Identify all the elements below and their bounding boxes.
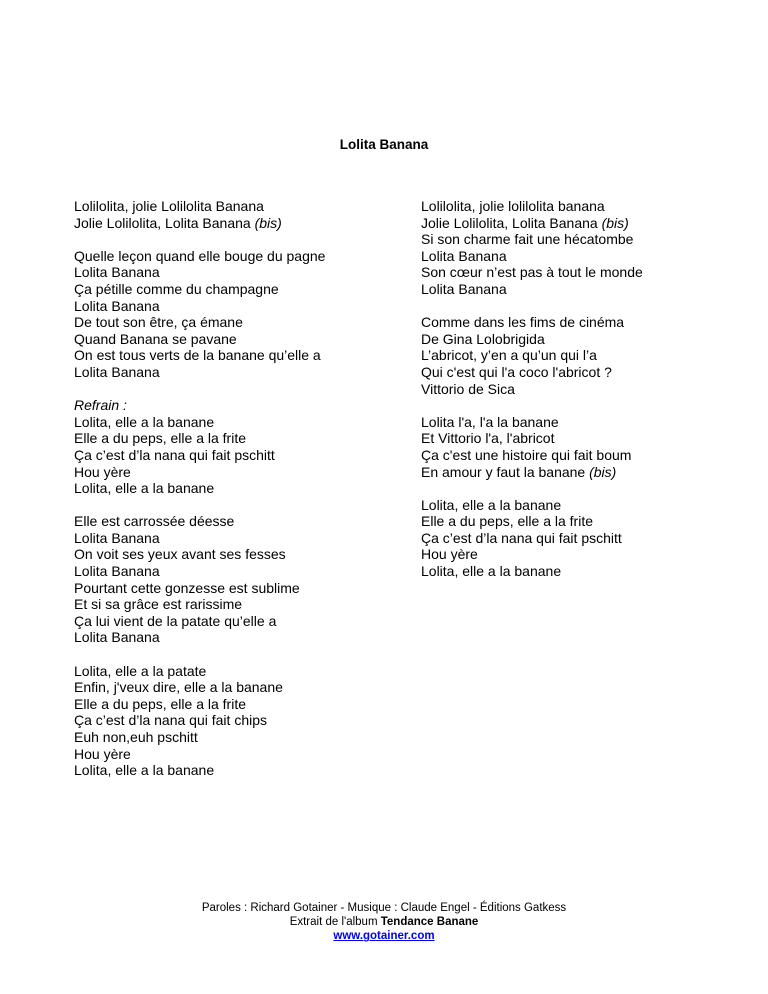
lyric-line — [421, 331, 731, 348]
lyric-line — [421, 314, 731, 331]
lyric-text: Hou yère — [421, 546, 478, 563]
lyric-text: Elle a du peps, elle a la frite — [74, 695, 246, 712]
lyric-line — [74, 746, 404, 763]
lyric-line — [74, 696, 404, 713]
stanza — [74, 397, 404, 497]
stanza — [421, 314, 731, 397]
lyric-line — [421, 381, 731, 398]
lyric-line — [421, 198, 731, 215]
lyric-line — [421, 364, 731, 381]
lyric-line — [74, 712, 404, 729]
lyric-text: Lolita Banana — [74, 363, 160, 380]
lyric-text: De tout son être, ça émane — [74, 314, 243, 331]
lyric-text: Lolita l'a, l'a la banane — [421, 413, 559, 430]
lyric-italic-note: (bis) — [601, 214, 629, 231]
lyrics-right-column — [421, 198, 731, 596]
lyric-text: Hou yère — [74, 463, 131, 480]
lyric-text: Lolita Banana — [421, 247, 507, 264]
lyric-text: Jolie Lolilolita, Lolita Banana — [421, 214, 602, 231]
lyric-text: Elle a du peps, elle a la frite — [421, 513, 593, 530]
lyric-text: De Gina Lolobrigida — [421, 330, 545, 347]
lyric-text: Lolita, elle a la banane — [74, 762, 215, 779]
lyric-text: Lolita Banana — [74, 264, 160, 281]
lyric-line — [74, 464, 404, 481]
lyric-line — [74, 347, 404, 364]
lyric-line — [421, 546, 731, 563]
lyric-text: L’abricot, y’en a qu’un qui l’a — [421, 347, 597, 364]
lyric-line — [74, 331, 404, 348]
stanza — [74, 663, 404, 779]
lyric-text: Lolita, elle a la banane — [74, 413, 215, 430]
lyric-text: Lolita Banana — [74, 629, 160, 646]
lyric-text: Lolilolita, jolie Lolilolita Banana — [74, 198, 264, 214]
lyric-line — [74, 447, 404, 464]
lyric-line — [74, 663, 404, 680]
stanza — [74, 248, 404, 381]
lyric-text: Vittorio de Sica — [421, 380, 515, 397]
song-title: Lolita Banana — [339, 137, 429, 152]
lyric-text: Ça c’est d’la nana qui fait pschitt — [421, 529, 622, 546]
stanza — [74, 513, 404, 646]
lyric-line — [421, 281, 731, 298]
lyric-italic-note: Refrain : — [74, 397, 127, 414]
lyric-line — [74, 629, 404, 646]
lyric-text: Lolita Banana — [74, 529, 160, 546]
lyric-line — [74, 430, 404, 447]
lyric-text: Ça c’est d’la nana qui fait pschitt — [74, 446, 275, 463]
album-prefix: Extrait de l'album — [289, 916, 381, 929]
lyric-text: Lolita Banana — [74, 297, 160, 314]
lyric-text: Lolita, elle a la banane — [421, 563, 562, 580]
lyric-line — [74, 281, 404, 298]
lyric-line — [74, 314, 404, 331]
credits-line: Paroles : Richard Gotainer - Musique : Claude Engel - Éditions Gatkess — [201, 902, 567, 914]
lyric-line — [74, 397, 404, 414]
lyric-line — [74, 613, 404, 630]
lyric-text: Lolita, elle a la banane — [421, 496, 562, 513]
lyric-line — [74, 580, 404, 597]
lyric-line — [421, 414, 731, 431]
lyric-text: Enfin, j'veux dire, elle a la banane — [74, 679, 283, 696]
lyric-line — [74, 264, 404, 281]
lyric-text: En amour y faut la banane — [421, 463, 590, 480]
lyric-text: Si son charme fait une hécatombe — [421, 231, 634, 248]
lyric-text: Pourtant cette gonzesse est sublime — [74, 579, 300, 596]
lyric-text: Lolita Banana — [74, 563, 160, 580]
stanza — [421, 414, 731, 480]
lyric-text: On voit ses yeux avant ses fesses — [74, 546, 286, 563]
lyric-line — [421, 447, 731, 464]
lyric-text: On est tous verts de la banane qu’elle a — [74, 347, 321, 364]
lyric-text: Elle est carrossée déesse — [74, 513, 235, 530]
lyric-text: Ça pétille comme du champagne — [74, 280, 279, 297]
lyric-text: Ça c’est d’la nana qui fait chips — [74, 712, 267, 729]
lyric-line — [74, 546, 404, 563]
lyric-text: Euh non,euh pschitt — [74, 729, 198, 745]
lyric-text: Hou yère — [74, 745, 131, 762]
lyric-text: Lolita, elle a la patate — [74, 662, 207, 679]
lyric-line — [421, 347, 731, 364]
lyric-italic-note: (bis) — [589, 463, 617, 480]
lyric-text: Ça c'est une histoire qui fait boum — [421, 446, 632, 463]
lyric-line — [74, 563, 404, 580]
lyric-line — [421, 563, 731, 580]
lyric-line — [74, 248, 404, 265]
lyric-line — [421, 513, 731, 530]
website-link[interactable]: www.gotainer.com — [333, 930, 435, 943]
stanza — [74, 198, 404, 231]
lyric-text: Et si sa grâce est rarissime — [74, 596, 243, 613]
footer — [0, 901, 768, 944]
lyrics-left-column — [74, 198, 404, 795]
lyric-text: Quand Banana se pavane — [74, 330, 237, 347]
album-name: Tendance Banane — [380, 916, 479, 929]
lyric-line — [421, 430, 731, 447]
lyric-line — [74, 729, 404, 746]
lyric-text: Son cœur n’est pas à tout le monde — [421, 264, 643, 281]
lyric-text: Lolita Banana — [421, 280, 507, 297]
lyric-text: Lolilolita, jolie lolilolita banana — [421, 198, 605, 214]
lyric-line — [74, 679, 404, 696]
lyric-line — [74, 762, 404, 779]
lyric-line — [74, 364, 404, 381]
lyric-text: Elle a du peps, elle a la frite — [74, 430, 246, 447]
lyric-line — [421, 231, 731, 248]
lyric-line — [421, 248, 731, 265]
lyric-text: Et Vittorio l'a, l'abricot — [421, 430, 555, 447]
lyric-text: Comme dans les fims de cinéma — [421, 314, 625, 331]
lyric-line — [74, 530, 404, 547]
lyric-line — [74, 480, 404, 497]
lyric-text: Quelle leçon quand elle bouge du pagne — [74, 247, 326, 264]
lyric-text: Lolita, elle a la banane — [74, 480, 215, 497]
lyric-text: Qui c'est qui l'a coco l'abricot ? — [421, 363, 612, 380]
lyric-line — [421, 497, 731, 514]
lyric-line — [74, 215, 404, 232]
lyric-text: Jolie Lolilolita, Lolita Banana — [74, 214, 255, 231]
lyric-line — [421, 264, 731, 281]
lyric-line — [421, 215, 731, 232]
lyric-line — [74, 513, 404, 530]
lyric-line — [421, 530, 731, 547]
lyric-line — [74, 414, 404, 431]
stanza — [421, 497, 731, 580]
stanza — [421, 198, 731, 298]
lyric-line — [421, 464, 731, 481]
lyric-line — [74, 298, 404, 315]
lyric-text: Ça lui vient de la patate qu’elle a — [74, 612, 277, 629]
lyric-italic-note: (bis) — [254, 214, 282, 231]
lyric-line — [74, 198, 404, 215]
lyric-line — [74, 596, 404, 613]
album-line — [0, 915, 768, 929]
